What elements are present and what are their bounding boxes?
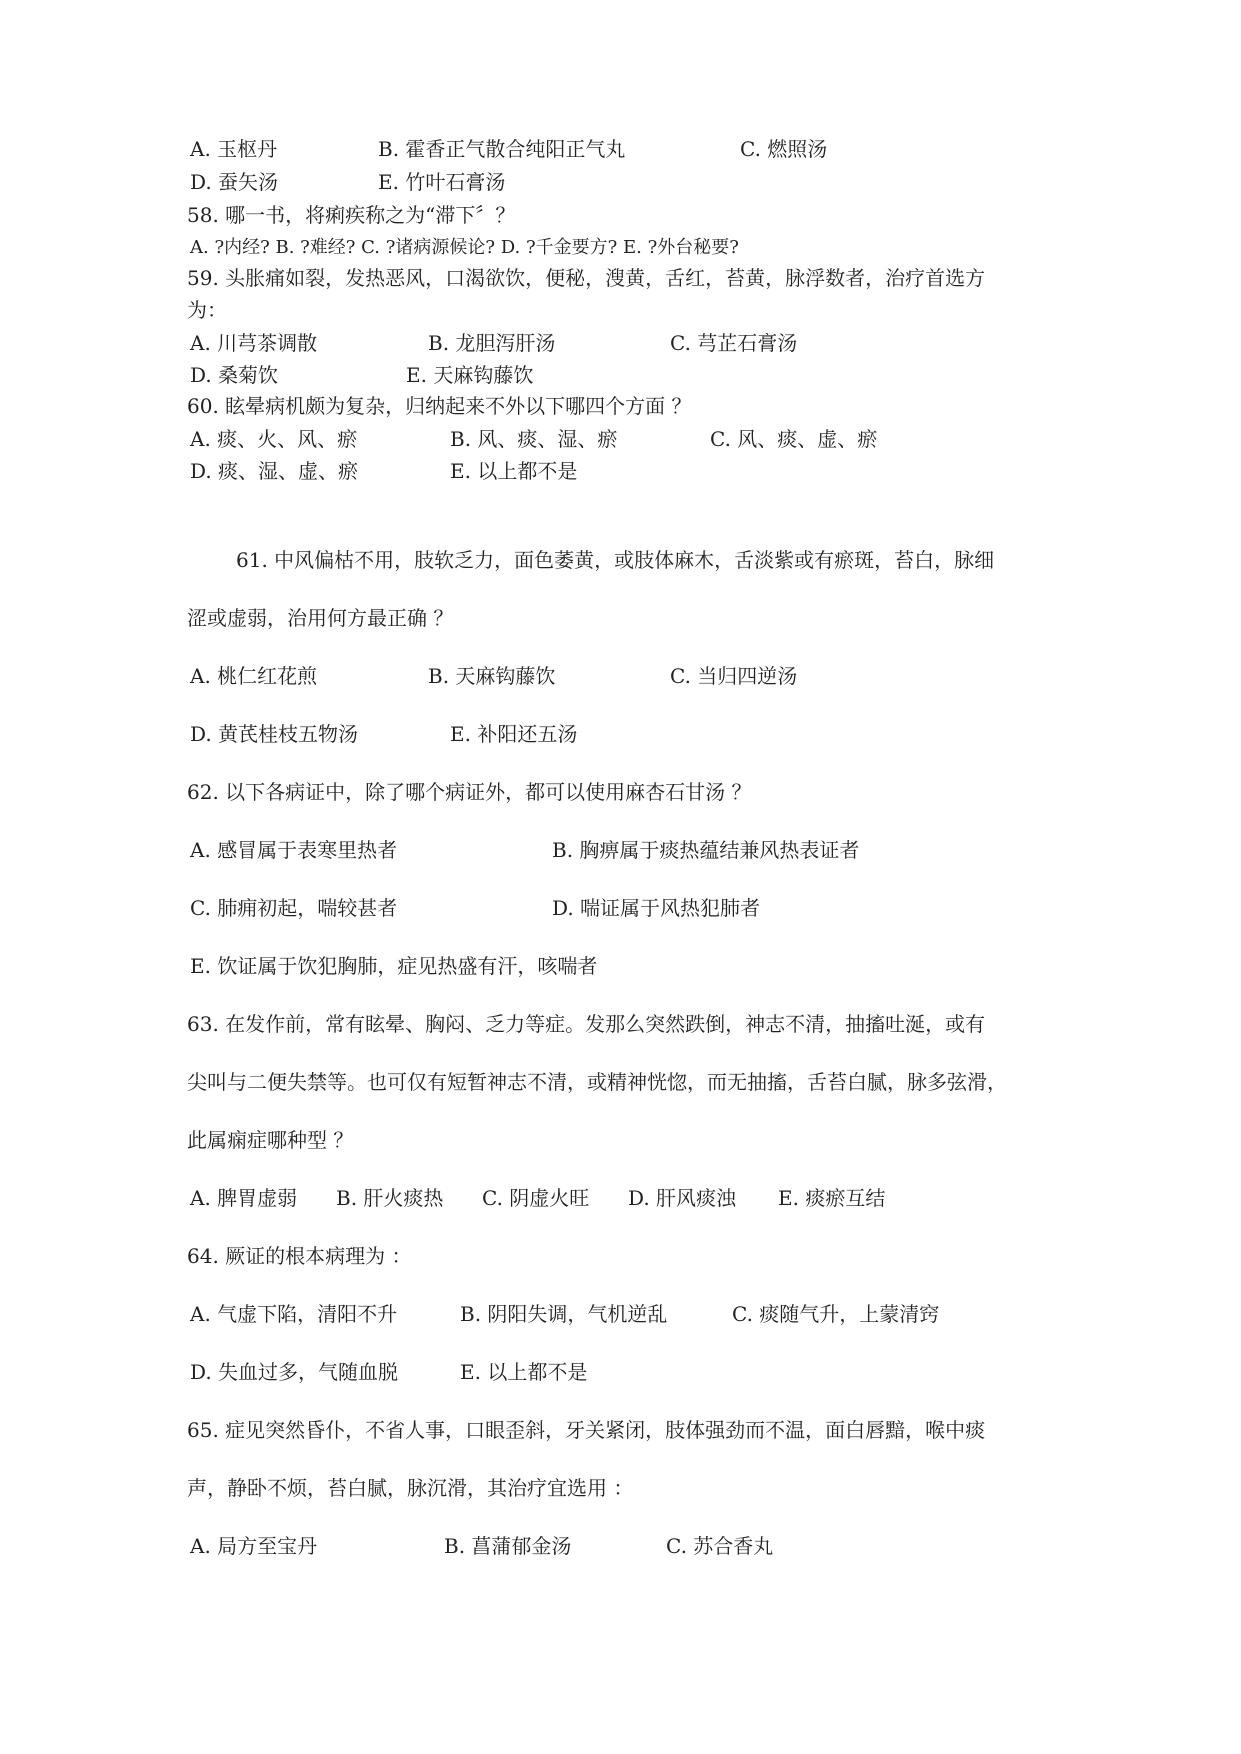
option: A. 局方至宝丹	[190, 1534, 318, 1558]
option: B. 菖蒲郁金汤	[444, 1534, 572, 1558]
question-text: 60. 眩晕病机颇为复杂，归纳起来不外以下哪四个方面 ？	[187, 394, 692, 418]
question-text: 声，静卧不烦，苔白腻，脉沉滑，其治疗宜选用 ：	[187, 1476, 634, 1500]
option: A. 桃仁红花煎	[190, 664, 318, 688]
question-text: 尖叫与二便失禁等。也可仅有短暂神志不清，或精神恍惚，而无抽搐，舌苔白腻，脉多弦滑，	[187, 1070, 1007, 1094]
option: C. 肺痈初起，喘较甚者	[190, 896, 398, 920]
option: B. 肝火痰热	[336, 1186, 444, 1210]
option: D. 痰、湿、虚、瘀	[190, 459, 359, 483]
question-text: 为：	[187, 298, 227, 322]
option: E. 补阳还五汤	[450, 722, 578, 746]
option: D. 失血过多，气随血脱	[190, 1360, 399, 1384]
option: E. 以上都不是	[450, 459, 578, 483]
option: D. 黄芪桂枝五物汤	[190, 722, 359, 746]
option: D. 喘证属于风热犯肺者	[552, 896, 761, 920]
option: E. 饮证属于饮犯胸肺，症见热盛有汗，咳喘者	[190, 954, 598, 978]
option: A. 感冒属于表寒里热者	[190, 838, 398, 862]
option: E. 天麻钩藤饮	[406, 363, 534, 387]
question-text: 63. 在发作前，常有眩晕、胸闷、乏力等症。发那么突然跌倒，神志不清，抽搐吐涎，或有	[187, 1012, 986, 1036]
option: C. 风、痰、虚、瘀	[710, 427, 878, 451]
option: A. ?内经? B. ?难经? C. ?诸病源候论? D. ?千金要方? E. ?外台秘要?	[190, 237, 739, 258]
question-text: 此属痫症哪种型 ？	[187, 1128, 354, 1152]
question-text: 涩或虚弱，治用何方最正确 ？	[187, 606, 454, 630]
option: A. 玉枢丹	[190, 137, 278, 161]
option: B. 龙胆泻肝汤	[428, 331, 556, 355]
question-text: 61. 中风偏枯不用，肢软乏力，面色萎黄，或肢体麻木，舌淡紫或有瘀斑，苔白，脉细	[236, 548, 995, 572]
question-text: 65. 症见突然昏仆，不省人事，口眼歪斜，牙关紧闭，肢体强劲而不温，面白唇黯，喉中痰	[187, 1418, 986, 1442]
option: C. 燃照汤	[740, 137, 828, 161]
option: D. 桑菊饮	[190, 363, 279, 387]
option: A. 气虚下陷，清阳不升	[190, 1302, 398, 1326]
option: E. 痰瘀互结	[778, 1186, 886, 1210]
option: B. 霍香正气散合纯阳正气丸	[378, 137, 626, 161]
option: C. 苏合香丸	[666, 1534, 774, 1558]
option: C. 芎芷石膏汤	[670, 331, 798, 355]
question-text: 64. 厥证的根本病理为 ：	[187, 1244, 412, 1268]
option: B. 天麻钩藤饮	[428, 664, 556, 688]
question-text: 58. 哪一书，将痢疾称之为“滞下〞？	[187, 203, 516, 227]
option: B. 阴阳失调，气机逆乱	[460, 1302, 668, 1326]
question-text: 59. 头胀痛如裂，发热恶风，口渴欲饮，便秘，溲黄，舌红，苔黄，脉浮数者，治疗首选方	[187, 266, 986, 290]
option: B. 风、痰、湿、瘀	[450, 427, 618, 451]
option: C. 当归四逆汤	[670, 664, 798, 688]
option: C. 阴虚火旺	[482, 1186, 590, 1210]
option: A. 脾胃虚弱	[190, 1186, 298, 1210]
option: E. 以上都不是	[460, 1360, 588, 1384]
option: A. 痰、火、风、瘀	[190, 427, 358, 451]
option: D. 蚕矢汤	[190, 170, 279, 194]
option: C. 痰随气升，上蒙清窍	[732, 1302, 940, 1326]
option: B. 胸痹属于痰热蕴结兼风热表证者	[552, 838, 860, 862]
option: A. 川芎茶调散	[190, 331, 318, 355]
question-text: 62. 以下各病证中，除了哪个病证外，都可以使用麻杏石甘汤 ？	[187, 780, 752, 804]
option: D. 肝风痰浊	[628, 1186, 737, 1210]
option: E. 竹叶石膏汤	[378, 170, 506, 194]
